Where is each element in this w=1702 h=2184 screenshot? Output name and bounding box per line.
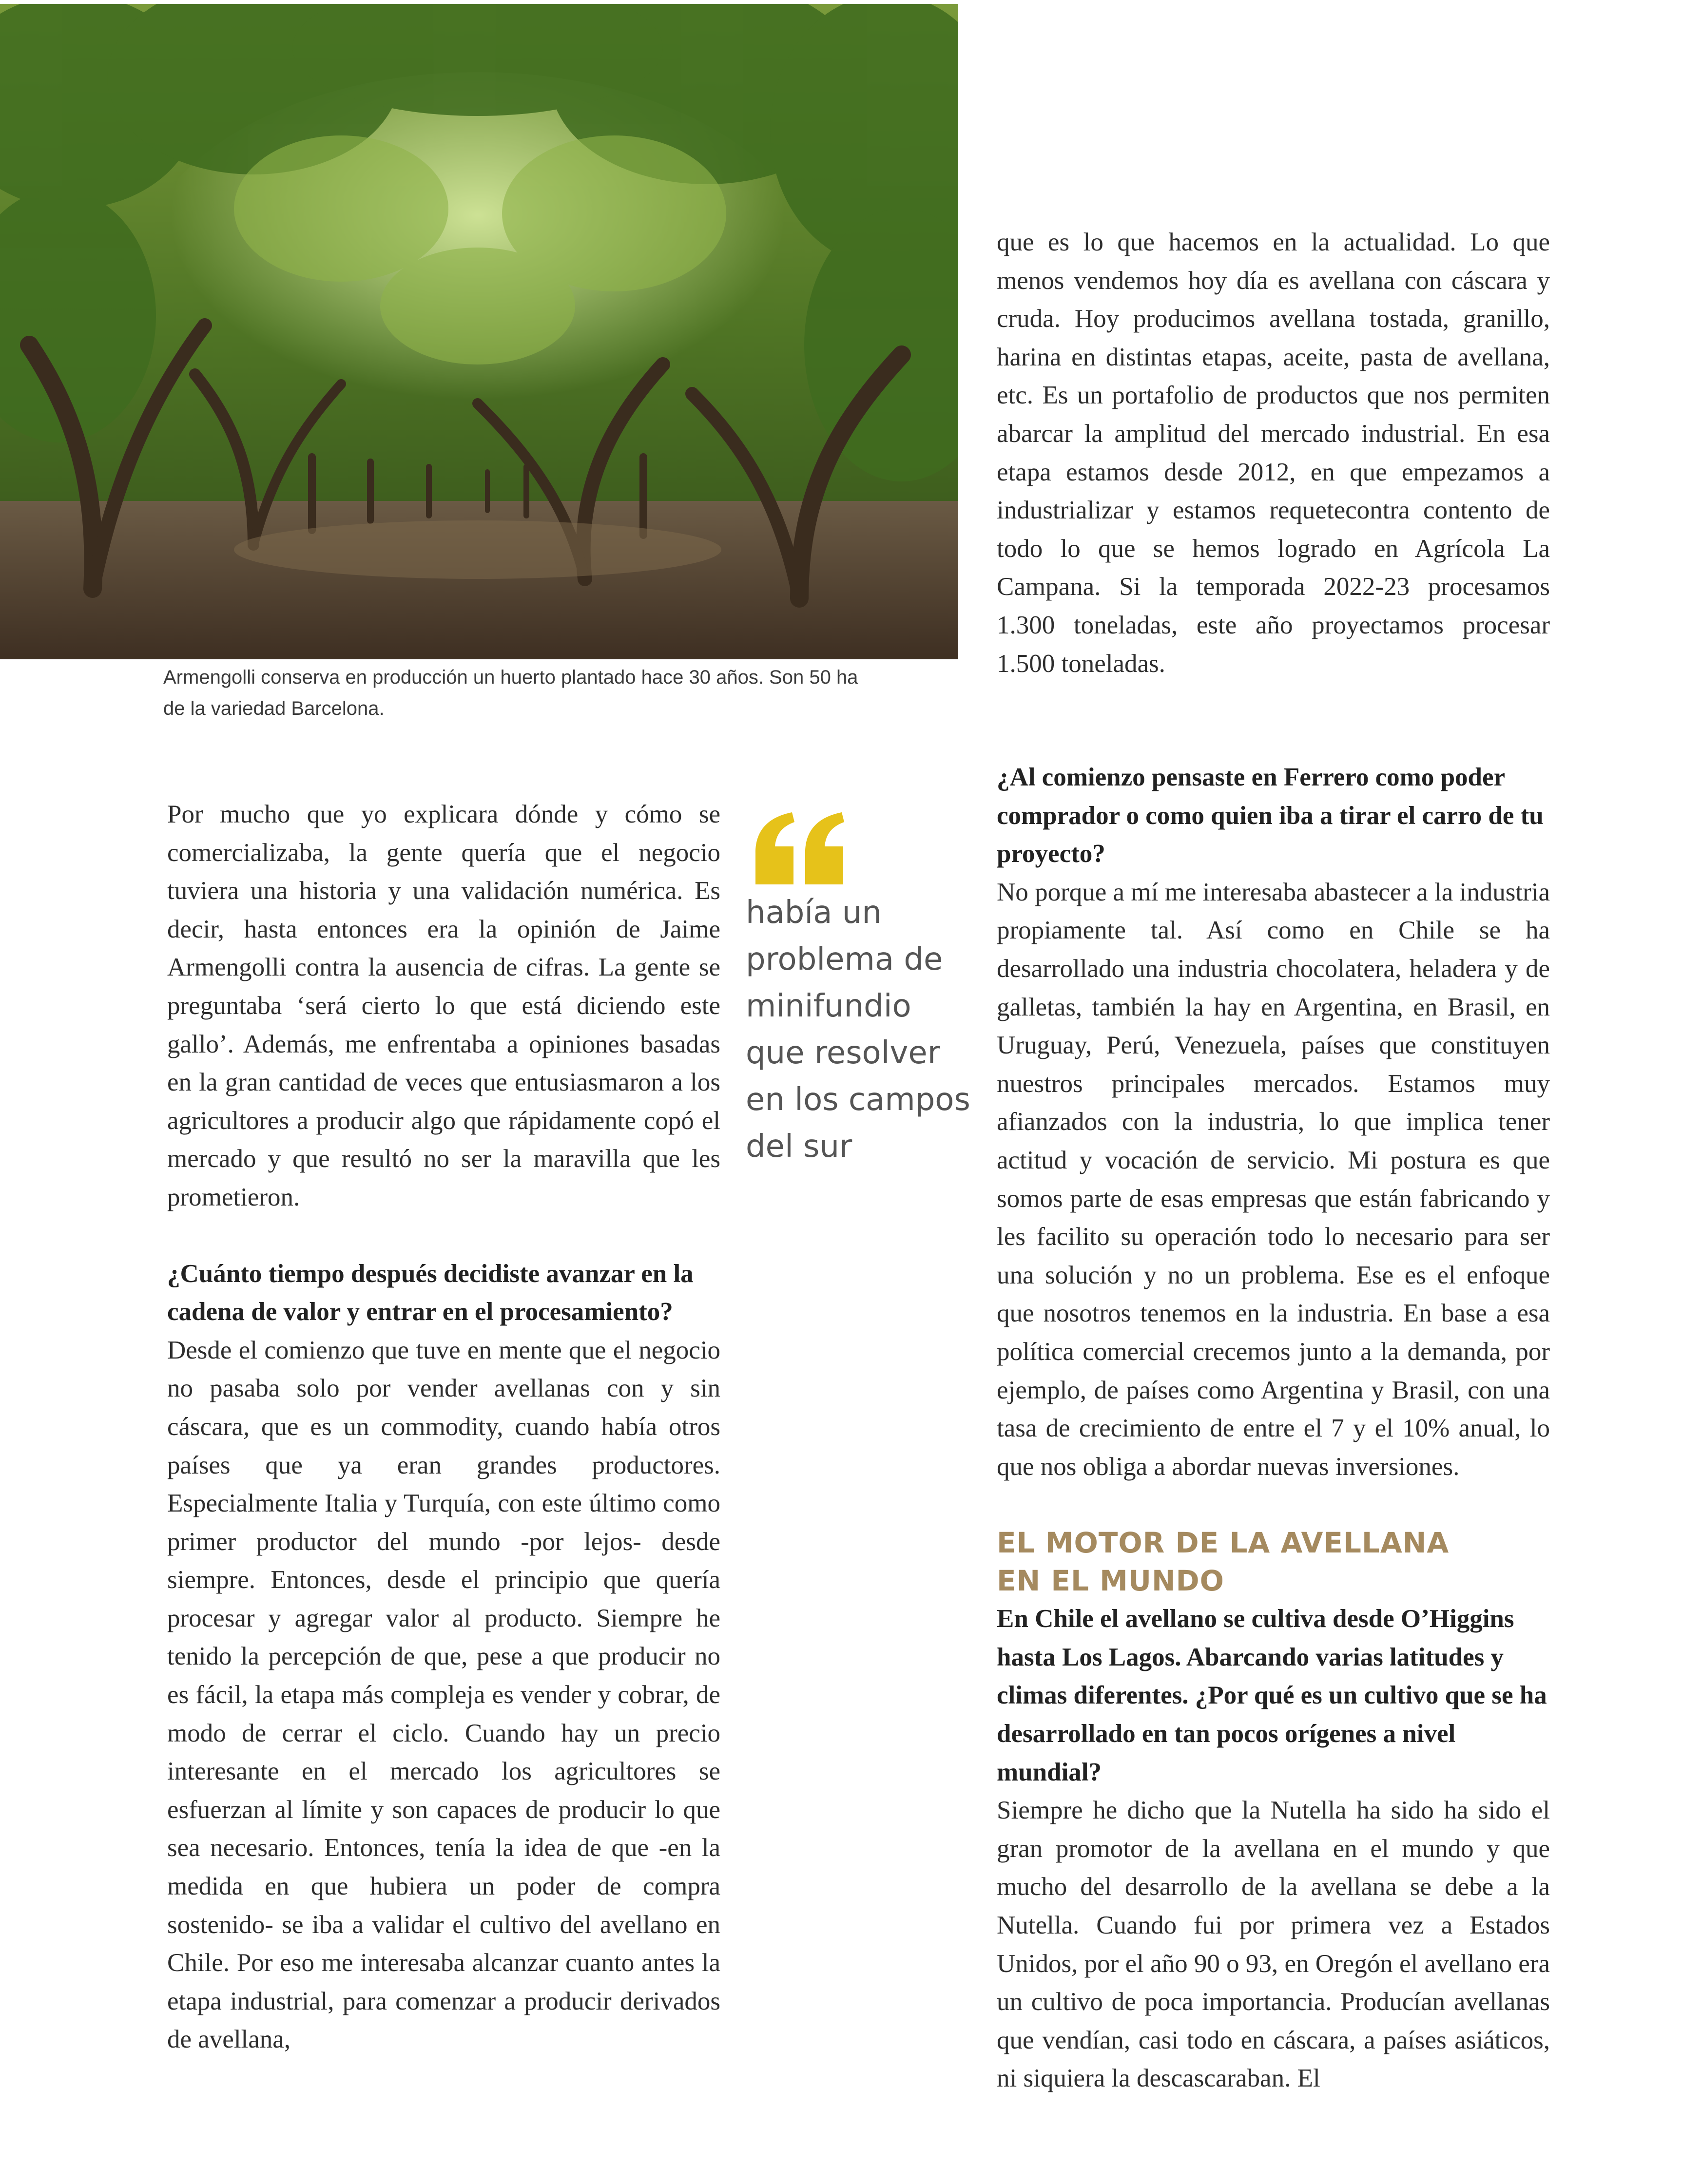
pull-quote-text xyxy=(746,889,980,1170)
pull-quote xyxy=(746,811,980,1170)
pull-quote-line: problema de xyxy=(746,941,943,977)
right-top-column xyxy=(997,223,1550,683)
pull-quote-line: del sur xyxy=(746,1129,852,1165)
spacer xyxy=(997,1486,1550,1524)
pull-quote-line: que resolver xyxy=(746,1035,941,1071)
section-title-line-1: EL MOTOR DE LA AVELLANA xyxy=(997,1526,1450,1560)
interview-question: ¿Cuánto tiempo después decidiste avanzar en la cadena de valor y entrar en el procesamiento? xyxy=(167,1259,694,1326)
answer-paragraph: Siempre he dicho que la Nutella ha sido ha sido el gran promotor de la avellana en el mundo y que mucho del desarrollo de la avellana se debe a la Nutella. Cuando fui por primera vez a Estados Unidos, por el año 90 o 93, en Oregón el avellano era un cultivo de poca importancia. Producían avellanas que vendían, casi todo en cáscara, a países asiáticos, ni siquiera la descascaraban. El xyxy=(997,1796,1550,2093)
caption-line-1: Armengolli conserva en producción un huerto plantado hace 30 años. Son 50 ha xyxy=(163,667,858,688)
pull-quote-line: en los campos xyxy=(746,1082,970,1118)
caption-line-2: de la variedad Barcelona. xyxy=(163,698,385,719)
answer-paragraph: No porque a mí me interesaba abastecer a la industria propiamente tal. Así como en Chile se ha desarrollado una industria chocolatera, heladera y de galletas, también la hay en Argentina, en Brasil, en Uruguay, Perú, Venezuela, países que constituyen nuestros principales mercados. Estamos muy afianzados con la industria, lo que implica tener actitud y vocación de servicio. Mi postura es que somos parte de esas empresas que están fabricando y les facilito su operación todo lo necesario para ser una solución y no un problema. Ese es el enfoque que nosotros tenemos en la industria. En base a esa política comercial crecemos junto a la demanda, por ejemplo, de países como Argentina y Brasil, con una tasa de crecimiento de entre el 7 y el 10% anual, lo que nos obliga a abordar nuevas inversiones. xyxy=(997,878,1550,1481)
answer-paragraph: Desde el comienzo que tuve en mente que el negocio no pasaba solo por vender avellanas con y sin cáscara, que es un commodity, cuando había otros países que ya eran grandes productores. Especialmente Italia y Turquía, con este último como primer productor del mundo -por lejos- desde siempre. Entonces, desde el principio que quería procesar y agregar valor al producto. Siempre he tenido la percepción de que, pese a que producir no es fácil, la etapa más compleja es vender y cobrar, de modo de cerrar el ciclo. Cuando hay un precio interesante en el mercado los agricultores se esfuerzan al límite y son capaces de producir lo que sea necesario. Entonces, tenía la idea de que -en la medida en que hubiera un poder de compra sostenido- se iba a validar el cultivo del avellano en Chile. Por eso me interesaba alcanzar cuanto antes la etapa industrial, para comenzar a producir derivados de avellana, xyxy=(167,1336,720,2054)
photo-caption xyxy=(163,662,943,724)
orchard-illustration xyxy=(0,4,958,659)
interview-question: En Chile el avellano se cultiva desde O’Higgins hasta Los Lagos. Abarcando varias latitudes y climas diferentes. ¿Por qué es un cultivo que se ha desarrollado en tan pocos orígenes a nivel mundial? xyxy=(997,1605,1547,1786)
pull-quote-line: minifundio xyxy=(746,988,911,1024)
pull-quote-line: había un xyxy=(746,895,882,931)
left-column xyxy=(167,795,720,2059)
section-title xyxy=(997,1524,1550,1600)
body-paragraph: Por mucho que yo explicara dónde y cómo se comercializaba, la gente quería que el negocio tuviera una historia y una validación numérica. Es decir, hasta entonces era la opinión de Jaime Armengolli contra la ausencia de cifras. La gente se preguntaba ‘será cierto lo que está diciendo este gallo’. Además, me enfrentaba a opiniones basadas en la gran cantidad de veces que entusiasmaron a los agricultores a producir algo que rápidamente copó el mercado y que resultó no ser la maravilla que les prometieron. xyxy=(167,800,720,1211)
quote-mark-icon xyxy=(746,811,853,884)
spacer xyxy=(167,1217,720,1255)
interview-question: ¿Al comienzo pensaste en Ferrero como poder comprador o como quien iba a tirar el carro de tu proyecto? xyxy=(997,763,1544,868)
section-title-line-2: EN EL MUNDO xyxy=(997,1564,1224,1598)
orchard-photo xyxy=(0,4,958,659)
answer-paragraph: que es lo que hacemos en la actualidad. Lo que menos vendemos hoy día es avellana con cáscara y cruda. Hoy producimos avellana tostada, granillo, harina en distintas etapas, aceite, pasta de avellana, etc. Es un portafolio de productos que nos permiten abarcar la amplitud del mercado industrial. En esa etapa estamos desde 2012, en que empezamos a industrializar y estamos requetecontra contento de todo lo que se hemos logrado en Agrícola La Campana. Si la temporada 2022-23 procesamos 1.300 toneladas, este año proyectamos procesar 1.500 toneladas. xyxy=(997,228,1550,678)
right-column xyxy=(997,758,1550,2098)
